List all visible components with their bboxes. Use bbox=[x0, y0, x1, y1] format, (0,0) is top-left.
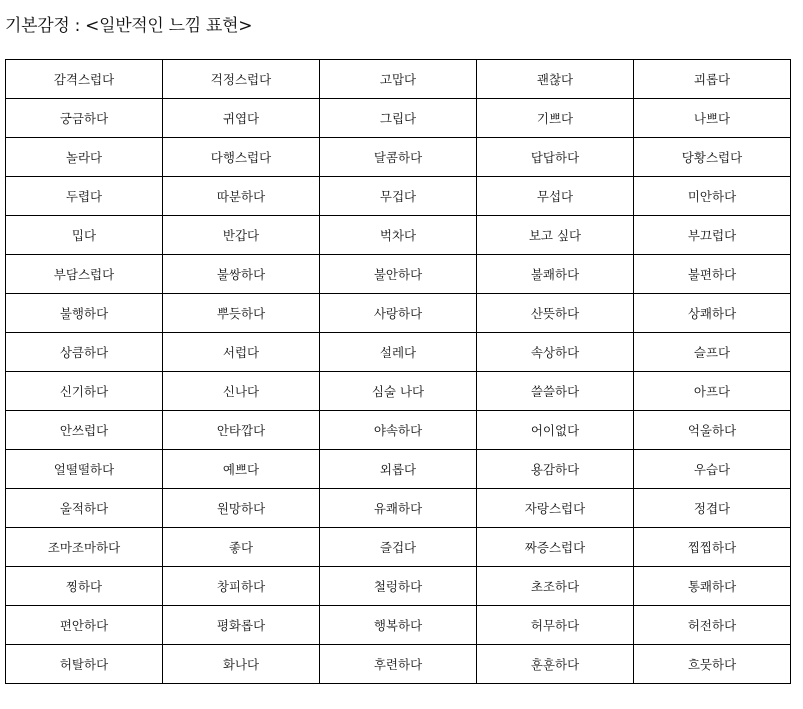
table-cell: 허무하다 bbox=[477, 606, 634, 645]
table-cell: 상쾌하다 bbox=[634, 294, 791, 333]
table-cell: 당황스럽다 bbox=[634, 138, 791, 177]
table-cell: 두렵다 bbox=[6, 177, 163, 216]
table-row bbox=[6, 294, 791, 333]
table-cell: 허탈하다 bbox=[6, 645, 163, 684]
table-row bbox=[6, 333, 791, 372]
table-cell: 좋다 bbox=[163, 528, 320, 567]
table-cell: 궁금하다 bbox=[6, 99, 163, 138]
table-row bbox=[6, 177, 791, 216]
table-cell: 감격스럽다 bbox=[6, 60, 163, 99]
table-cell: 흐뭇하다 bbox=[634, 645, 791, 684]
table-cell: 미안하다 bbox=[634, 177, 791, 216]
table-row bbox=[6, 567, 791, 606]
table-cell: 정겹다 bbox=[634, 489, 791, 528]
table-cell: 어이없다 bbox=[477, 411, 634, 450]
table-cell: 괜찮다 bbox=[477, 60, 634, 99]
table-cell: 따분하다 bbox=[163, 177, 320, 216]
table-cell: 고맙다 bbox=[320, 60, 477, 99]
table-cell: 허전하다 bbox=[634, 606, 791, 645]
table-row bbox=[6, 138, 791, 177]
table-cell: 신기하다 bbox=[6, 372, 163, 411]
table-cell: 억울하다 bbox=[634, 411, 791, 450]
table-row bbox=[6, 99, 791, 138]
table-cell: 예쁘다 bbox=[163, 450, 320, 489]
table-cell: 불행하다 bbox=[6, 294, 163, 333]
table-row bbox=[6, 645, 791, 684]
table-row bbox=[6, 450, 791, 489]
table-cell: 놀라다 bbox=[6, 138, 163, 177]
table-cell: 부담스럽다 bbox=[6, 255, 163, 294]
table-cell: 화나다 bbox=[163, 645, 320, 684]
page-title: 기본감정 : <일반적인 느낌 표현> bbox=[5, 16, 253, 36]
table-row bbox=[6, 528, 791, 567]
table-cell: 우습다 bbox=[634, 450, 791, 489]
table-cell: 편안하다 bbox=[6, 606, 163, 645]
table-row bbox=[6, 372, 791, 411]
table-cell: 외롭다 bbox=[320, 450, 477, 489]
table-cell: 서럽다 bbox=[163, 333, 320, 372]
table-cell: 야속하다 bbox=[320, 411, 477, 450]
table-row bbox=[6, 216, 791, 255]
table-cell: 슬프다 bbox=[634, 333, 791, 372]
table-cell: 다행스럽다 bbox=[163, 138, 320, 177]
table-cell: 걱정스럽다 bbox=[163, 60, 320, 99]
table-cell: 무겁다 bbox=[320, 177, 477, 216]
table-cell: 울적하다 bbox=[6, 489, 163, 528]
table-cell: 무섭다 bbox=[477, 177, 634, 216]
table-cell: 불쾌하다 bbox=[477, 255, 634, 294]
table-cell: 속상하다 bbox=[477, 333, 634, 372]
table-row bbox=[6, 411, 791, 450]
table-cell: 뿌듯하다 bbox=[163, 294, 320, 333]
table-cell: 불쌍하다 bbox=[163, 255, 320, 294]
table-cell: 심술 나다 bbox=[320, 372, 477, 411]
emotion-table-body bbox=[6, 60, 791, 684]
table-cell: 찝찝하다 bbox=[634, 528, 791, 567]
table-cell: 원망하다 bbox=[163, 489, 320, 528]
table-row bbox=[6, 606, 791, 645]
table-cell: 후련하다 bbox=[320, 645, 477, 684]
table-cell: 초조하다 bbox=[477, 567, 634, 606]
table-cell: 용감하다 bbox=[477, 450, 634, 489]
table-cell: 답답하다 bbox=[477, 138, 634, 177]
table-cell: 설레다 bbox=[320, 333, 477, 372]
table-cell: 짜증스럽다 bbox=[477, 528, 634, 567]
table-cell: 아프다 bbox=[634, 372, 791, 411]
table-cell: 평화롭다 bbox=[163, 606, 320, 645]
emotion-table bbox=[5, 59, 791, 684]
table-cell: 안쓰럽다 bbox=[6, 411, 163, 450]
table-cell: 귀엽다 bbox=[163, 99, 320, 138]
table-cell: 반갑다 bbox=[163, 216, 320, 255]
table-cell: 행복하다 bbox=[320, 606, 477, 645]
table-cell: 즐겁다 bbox=[320, 528, 477, 567]
table-cell: 유쾌하다 bbox=[320, 489, 477, 528]
table-cell: 안타깝다 bbox=[163, 411, 320, 450]
table-cell: 쓸쓸하다 bbox=[477, 372, 634, 411]
table-row bbox=[6, 255, 791, 294]
table-cell: 찡하다 bbox=[6, 567, 163, 606]
table-cell: 자랑스럽다 bbox=[477, 489, 634, 528]
table-cell: 벅차다 bbox=[320, 216, 477, 255]
table-row bbox=[6, 489, 791, 528]
table-cell: 불편하다 bbox=[634, 255, 791, 294]
table-cell: 달콤하다 bbox=[320, 138, 477, 177]
table-cell: 통쾌하다 bbox=[634, 567, 791, 606]
table-cell: 얼떨떨하다 bbox=[6, 450, 163, 489]
table-cell: 신나다 bbox=[163, 372, 320, 411]
table-cell: 조마조마하다 bbox=[6, 528, 163, 567]
table-cell: 상큼하다 bbox=[6, 333, 163, 372]
table-cell: 보고 싶다 bbox=[477, 216, 634, 255]
table-row bbox=[6, 60, 791, 99]
table-cell: 부끄럽다 bbox=[634, 216, 791, 255]
table-cell: 밉다 bbox=[6, 216, 163, 255]
table-cell: 나쁘다 bbox=[634, 99, 791, 138]
table-cell: 창피하다 bbox=[163, 567, 320, 606]
table-cell: 훈훈하다 bbox=[477, 645, 634, 684]
table-cell: 괴롭다 bbox=[634, 60, 791, 99]
table-cell: 산뜻하다 bbox=[477, 294, 634, 333]
table-cell: 기쁘다 bbox=[477, 99, 634, 138]
table-cell: 철렁하다 bbox=[320, 567, 477, 606]
table-cell: 불안하다 bbox=[320, 255, 477, 294]
table-cell: 사랑하다 bbox=[320, 294, 477, 333]
table-cell: 그립다 bbox=[320, 99, 477, 138]
